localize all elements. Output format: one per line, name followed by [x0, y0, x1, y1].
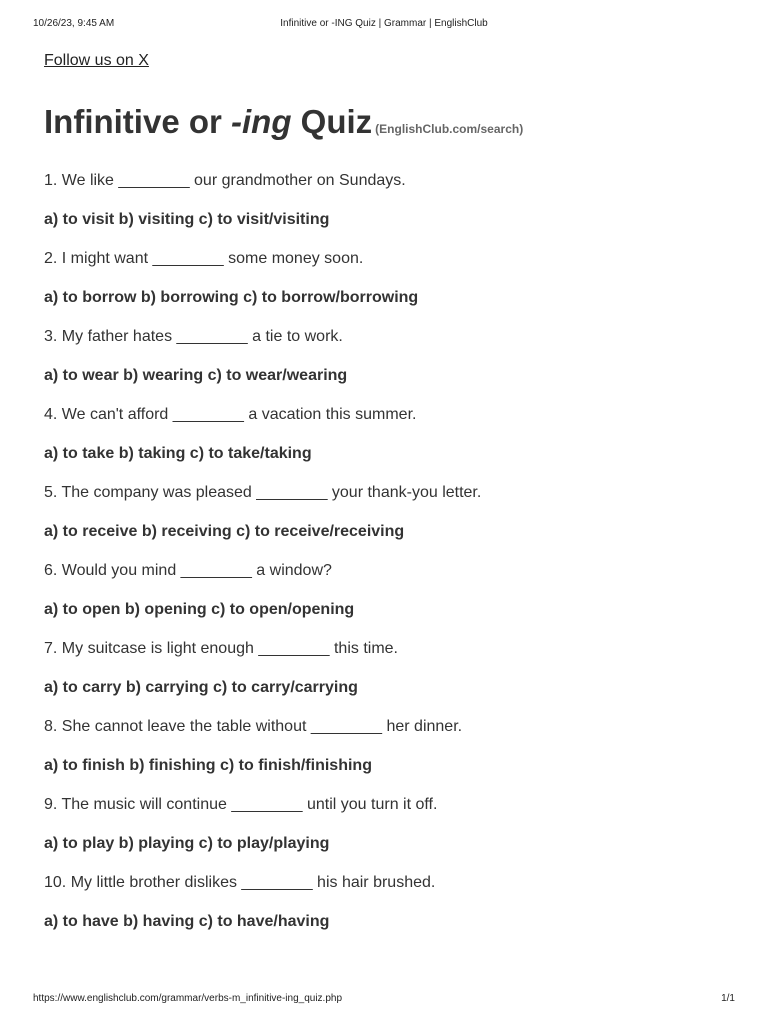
print-page-title: Infinitive or -ING Quiz | Grammar | EnglishClub: [280, 18, 488, 29]
quiz-options: a) to wear b) wearing c) to wear/wearing: [44, 367, 348, 384]
quiz-item: [44, 326, 738, 404]
quiz-question: 5. The company was pleased ________ your thank-you letter.: [44, 484, 482, 501]
print-footer: [33, 993, 735, 1007]
quiz-item: [44, 794, 738, 872]
follow-us-link[interactable]: Follow us on X: [44, 52, 149, 69]
quiz-options: a) to carry b) carrying c) to carry/carrying: [44, 679, 358, 696]
quiz-options: a) to play b) playing c) to play/playing: [44, 835, 330, 852]
quiz-question: 9. The music will continue ________ until you turn it off.: [44, 796, 438, 813]
print-url: https://www.englishclub.com/grammar/verbs-m_infinitive-ing_quiz.php: [33, 993, 343, 1004]
title-part-2: -ing: [231, 103, 292, 140]
title-source-link[interactable]: (EnglishClub.com/search): [375, 122, 524, 136]
quiz-options: a) to have b) having c) to have/having: [44, 913, 330, 930]
quiz-options: a) to receive b) receiving c) to receive/receiving: [44, 523, 405, 540]
quiz-question: 7. My suitcase is light enough ________ this time.: [44, 640, 398, 657]
quiz-item: [44, 482, 738, 560]
title-part-1: Infinitive or: [44, 103, 232, 140]
print-header: [33, 18, 735, 32]
quiz-list: [44, 170, 738, 950]
quiz-options: a) to visit b) visiting c) to visit/visiting: [44, 211, 330, 228]
title-part-3: Quiz: [291, 103, 373, 140]
quiz-item: [44, 716, 738, 794]
quiz-question: 10. My little brother dislikes ________ his hair brushed.: [44, 874, 436, 891]
quiz-question: 4. We can't afford ________ a vacation this summer.: [44, 406, 417, 423]
quiz-options: a) to borrow b) borrowing c) to borrow/borrowing: [44, 289, 419, 306]
quiz-options: a) to open b) opening c) to open/opening: [44, 601, 355, 618]
page-title: [44, 100, 523, 151]
quiz-question: 1. We like ________ our grandmother on Sundays.: [44, 172, 406, 189]
quiz-item: [44, 638, 738, 716]
quiz-item: [44, 248, 738, 326]
quiz-item: [44, 170, 738, 248]
quiz-question: 6. Would you mind ________ a window?: [44, 562, 332, 579]
print-datetime: 10/26/23, 9:45 AM: [33, 18, 115, 29]
quiz-item: [44, 560, 738, 638]
quiz-item: [44, 404, 738, 482]
print-page-count: 1/1: [721, 993, 735, 1004]
quiz-question: 2. I might want ________ some money soon.: [44, 250, 364, 267]
quiz-question: 3. My father hates ________ a tie to work.: [44, 328, 343, 345]
quiz-item: [44, 872, 738, 950]
quiz-question: 8. She cannot leave the table without ________ her dinner.: [44, 718, 463, 735]
quiz-options: a) to take b) taking c) to take/taking: [44, 445, 312, 462]
quiz-options: a) to finish b) finishing c) to finish/finishing: [44, 757, 372, 774]
